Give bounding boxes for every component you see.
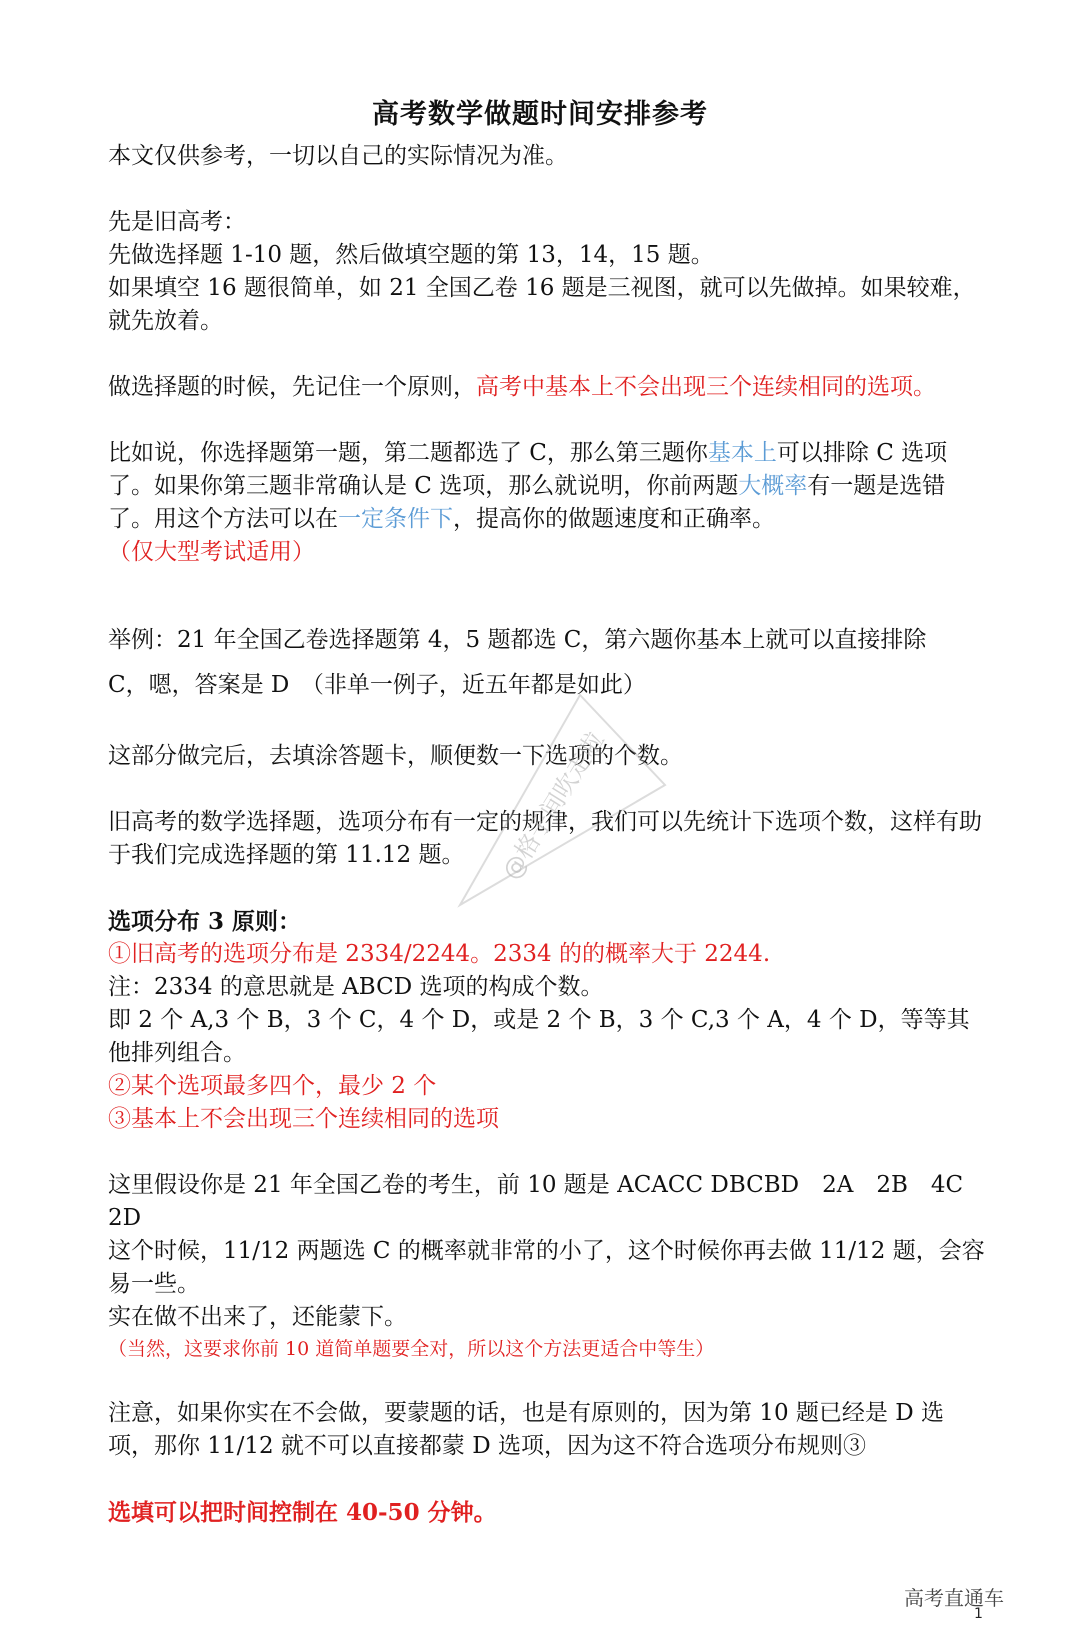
rule-1: ①旧高考的选项分布是 2334/2244。2334 的的概率大于 2244.	[108, 941, 771, 967]
rule-note-2: 即 2 个 A,3 个 B，3 个 C，4 个 D，或是 2 个 B，3 个 C,3 个 A，4 个 D，等等其他排列组合。	[108, 1007, 970, 1066]
warning-paragraph: 注意，如果你实在不会做，要蒙题的话，也是有原则的，因为第 10 题已经是 D 选项，那你 11/12 就不可以直接都蒙 D 选项，因为这不符合选项分布规则③	[108, 1400, 944, 1459]
example-text-3: 有一题是选错了。用这个方法可以在	[108, 473, 946, 532]
page-number: 1	[974, 1606, 983, 1622]
rules-heading: 选项分布 3 原则：	[108, 908, 302, 935]
rule-3: ③基本上不会出现三个连续相同的选项	[108, 1106, 499, 1132]
example-case-line-2: C，嗯，答案是 D （非单一例子，近五年都是如此）	[108, 672, 646, 698]
example-text-4: ，提高你的做题速度和正确率。	[453, 506, 775, 532]
case-line-3: 实在做不出来了，还能蒙下。	[108, 1304, 407, 1330]
order-paragraph: 先做选择题 1-10 题，然后做填空题的第 13，14，15 题。	[108, 242, 714, 268]
rule-intro-paragraph: 旧高考的数学选择题，选项分布有一定的规律，我们可以先统计下选项个数，这样有助于我们完成选择题的第 11.12 题。	[108, 809, 982, 868]
rule-note-1: 注：2334 的意思就是 ABCD 选项的构成个数。	[108, 974, 604, 1000]
highlight-condition: 一定条件下	[338, 506, 453, 532]
highlight-likely: 大概率	[738, 473, 808, 499]
principle-paragraph	[108, 371, 988, 404]
principle-text: 做选择题的时候，先记住一个原则，	[108, 374, 476, 400]
case-line-2: 这个时候，11/12 两题选 C 的概率就非常的小了，这个时候你再去做 11/12 题，会容易一些。	[108, 1238, 985, 1297]
old-exam-heading: 先是旧高考：	[108, 209, 246, 235]
principle-highlight: 高考中基本上不会出现三个连续相同的选项。	[476, 374, 936, 400]
footer-brand: 高考直通车	[904, 1586, 1004, 1610]
intro-paragraph: 本文仅供参考，一切以自己的实际情况为准。	[108, 143, 568, 169]
example-paragraph	[108, 437, 988, 536]
only-big-exam-note: （仅大型考试适用）	[108, 539, 315, 565]
example-text-1: 比如说，你选择题第一题，第二题都选了 C，那么第三题你	[108, 440, 708, 466]
fill-blank-paragraph: 如果填空 16 题很简单，如 21 全国乙卷 16 题是三视图，就可以先做掉。如果较难，就先放着。	[108, 275, 976, 334]
rule-2: ②某个选项最多四个，最少 2 个	[108, 1073, 437, 1099]
case-line-1: 这里假设你是 21 年全国乙卷的考生，前 10 题是 ACACC DBCBD 2A 2B 4C 2D	[108, 1172, 987, 1231]
final-paragraph: 选填可以把时间控制在 40-50 分钟。	[108, 1499, 497, 1526]
example-case-line-1: 举例：21 年全国乙卷选择题第 4，5 题都选 C，第六题你基本上就可以直接排除	[108, 627, 927, 653]
watermark-text: @格子间吹走啦	[496, 727, 610, 885]
page-title: 高考数学做题时间安排参考	[372, 99, 708, 130]
case-note: （当然，这要求你前 10 道简单题要全对，所以这个方法更适合中等生）	[108, 1338, 715, 1360]
watermark	[430, 670, 690, 930]
example-text-2: 可以排除 C 选项了。如果你第三题非常确认是 C 选项，那么就说明，你前两题	[108, 440, 948, 499]
highlight-basically: 基本上	[707, 440, 777, 466]
after-paragraph: 这部分做完后，去填涂答题卡，顺便数一下选项的个数。	[108, 743, 683, 769]
